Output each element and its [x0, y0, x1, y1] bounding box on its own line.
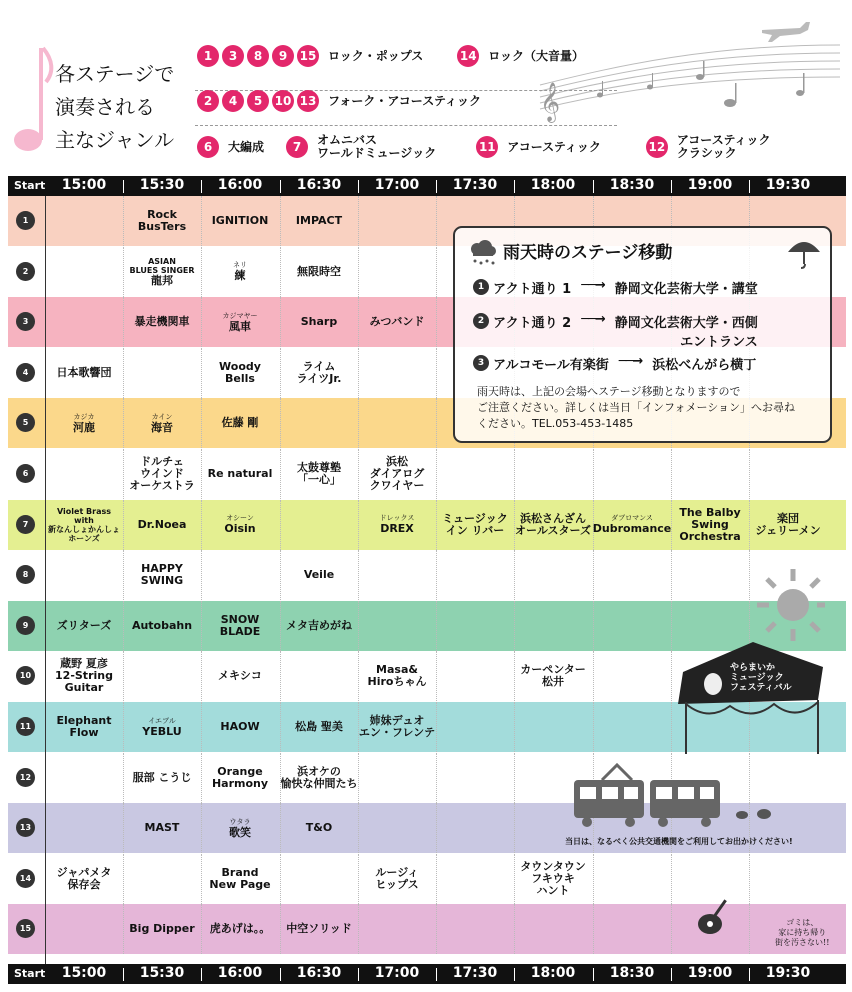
- performer-name: T&O: [305, 821, 333, 835]
- performer-name: 太鼓尊塾 「一心」: [297, 461, 341, 486]
- performer-ruby: イエブル: [148, 716, 176, 725]
- genre-label: アコースティック クラシック: [676, 133, 771, 160]
- rain-move-item: [473, 278, 758, 297]
- stage-number-badge: 10: [16, 666, 35, 685]
- time-label: 19:00: [687, 965, 733, 981]
- performer-cell: [201, 904, 279, 954]
- performer-name: YEBLU: [142, 724, 182, 738]
- performer-cell: [749, 500, 827, 550]
- time-header: [8, 964, 846, 984]
- grid-line: [749, 550, 750, 600]
- genre-label: オムニバス ワールドミュージック: [317, 133, 437, 160]
- grid-line: [593, 550, 594, 600]
- rain-to: 浜松べんがら横丁: [652, 358, 757, 373]
- legend-title: [55, 58, 195, 157]
- stage-number-badge: 13: [16, 818, 35, 837]
- performer-name: ミュージック イン リバー: [442, 511, 508, 537]
- grid-line: [436, 247, 437, 297]
- transit-note: 当日は、なるべく公共交通機関をご利用してお出かけください!: [565, 837, 793, 846]
- performer-cell: [358, 297, 436, 347]
- performer-name: IMPACT: [295, 214, 343, 227]
- time-label: 19:30: [765, 965, 811, 981]
- performer-name: Masa& Hiroちゃん: [367, 663, 427, 689]
- stage-number-badge: 12: [16, 768, 35, 787]
- performer-cell: [123, 753, 201, 803]
- trash-note: ゴミは、 家に持ち帰り 街を汚さない!!: [775, 918, 830, 947]
- performer-name: Dubromance: [592, 522, 672, 536]
- rain-cloud-icon: [467, 240, 497, 266]
- grid-line: [436, 601, 437, 651]
- time-separator: [514, 180, 515, 193]
- performer-cell: [123, 601, 201, 651]
- performer-name: カーペンター 松井: [520, 663, 586, 689]
- performer-name: 浜松 ダイアログ クワイヤー: [369, 455, 425, 492]
- performer-cell: [280, 297, 358, 347]
- stage-row: [8, 500, 846, 550]
- performer-cell: [123, 803, 201, 853]
- performer-cell: [45, 601, 123, 651]
- time-separator: [671, 968, 672, 981]
- performer-cell: [201, 449, 279, 499]
- time-label: 18:30: [609, 965, 655, 981]
- stage-number-badge: 5: [247, 90, 269, 112]
- grid-line: [123, 348, 124, 398]
- performer-cell: [514, 854, 592, 904]
- stage-number-badge: 10: [272, 90, 294, 112]
- grid-line: [358, 550, 359, 600]
- grid-line: [123, 651, 124, 701]
- music-note-icon: [8, 40, 56, 160]
- stage-number-badge: 4: [222, 90, 244, 112]
- time-label: 15:00: [61, 177, 107, 193]
- stage-number-badge: 14: [16, 869, 35, 888]
- performer-name: 松島 聖美: [295, 720, 343, 733]
- grid-line: [280, 500, 281, 550]
- time-separator: [593, 968, 594, 981]
- stage-number-badge: 8: [247, 45, 269, 67]
- legend-title-line: 各ステージで: [55, 62, 175, 86]
- genre-label: フォーク・アコースティック: [328, 93, 482, 108]
- time-label: 16:00: [217, 177, 263, 193]
- performer-cell: [280, 449, 358, 499]
- time-separator: [436, 180, 437, 193]
- performer-name: HAOW: [220, 720, 260, 733]
- grid-line: [358, 601, 359, 651]
- grid-line: [436, 348, 437, 398]
- stage-number-badge: 9: [272, 45, 294, 67]
- performer-name: Brand New Page: [209, 865, 271, 891]
- stage-number-badge: 3: [222, 45, 244, 67]
- performer-cell: [123, 702, 201, 752]
- grid-line: [593, 854, 594, 904]
- time-separator: [749, 968, 750, 981]
- time-separator: [514, 968, 515, 981]
- performer-ruby: カイン: [151, 412, 173, 421]
- time-separator: [123, 180, 124, 193]
- performer-cell: [201, 348, 279, 398]
- performer-cell: [201, 651, 279, 701]
- time-label: 15:30: [139, 177, 185, 193]
- performer-cell: [201, 702, 279, 752]
- grid-line: [436, 651, 437, 701]
- performer-name: ジャパメタ 保存会: [56, 865, 112, 891]
- time-separator: [280, 180, 281, 193]
- grid-line: [358, 803, 359, 853]
- performer-name: ズリターズ: [56, 618, 112, 632]
- festival-tent-icon: [668, 642, 833, 757]
- performer-cell: [45, 651, 123, 701]
- performer-cell: [201, 398, 279, 448]
- grid-line: [436, 196, 437, 246]
- performer-cell: [201, 854, 279, 904]
- performer-name: Orange Harmony: [211, 764, 269, 790]
- performer-name: 歌笑: [229, 825, 251, 839]
- time-label: 15:00: [61, 965, 107, 981]
- performer-name: Re natural: [207, 467, 273, 480]
- time-label: 18:00: [530, 177, 576, 193]
- performer-name: HAPPY SWING: [140, 562, 184, 588]
- stage-number-badge: 2: [197, 90, 219, 112]
- start-line: [45, 196, 46, 964]
- time-label: 18:30: [609, 177, 655, 193]
- performer-name: 浜オケの 愉快な仲間たち: [280, 764, 358, 790]
- grid-line: [593, 601, 594, 651]
- performer-cell: [45, 348, 123, 398]
- rain-info-box: [453, 226, 832, 443]
- genre-label: ロック（大音量）: [488, 48, 585, 63]
- performer-cell: [280, 550, 358, 600]
- stage-row: [8, 449, 846, 499]
- time-separator: [436, 968, 437, 981]
- grid-line: [358, 904, 359, 954]
- performer-name: Elephant Flow: [56, 714, 112, 739]
- stage-number-badge: 1: [197, 45, 219, 67]
- rain-to: 静岡文化芸術大学・講堂: [614, 282, 758, 297]
- performer-cell: [123, 247, 201, 297]
- time-label: 19:30: [765, 177, 811, 193]
- arrow-icon: ──→: [618, 354, 643, 369]
- grid-line: [671, 449, 672, 499]
- time-separator: [358, 180, 359, 193]
- performer-cell: [201, 601, 279, 651]
- performer-name: Woody Bells: [219, 359, 261, 385]
- performer-cell: [123, 398, 201, 448]
- umbrella-icon: [786, 236, 822, 270]
- performer-cell: [123, 449, 201, 499]
- stage-number-badge: 5: [16, 413, 35, 432]
- rain-from: アクト通り 1: [493, 282, 572, 297]
- legend-title-line: 主なジャンル: [55, 128, 175, 152]
- performer-name: 龍邦: [151, 273, 173, 287]
- grid-line: [671, 854, 672, 904]
- grid-line: [123, 854, 124, 904]
- grid-line: [436, 297, 437, 347]
- time-label: 19:00: [687, 177, 733, 193]
- stage-number-badge: 8: [16, 565, 35, 584]
- rain-move-item: [473, 354, 756, 373]
- time-label: 16:30: [296, 177, 342, 193]
- time-separator: [201, 180, 202, 193]
- stage-number-badge: 6: [197, 136, 219, 158]
- train-icon: [572, 760, 772, 830]
- performer-cell: [45, 702, 123, 752]
- performer-cell: [123, 297, 201, 347]
- performer-name: Rock BusTers: [137, 208, 187, 233]
- performer-cell: [201, 247, 279, 297]
- time-separator: [749, 180, 750, 193]
- performer-cell: [123, 500, 201, 550]
- grid-line: [358, 753, 359, 803]
- performer-name: メキシコ: [218, 669, 262, 683]
- performer-ruby: ウタラ: [229, 817, 251, 826]
- rain-from: アルコモール有楽街: [493, 358, 609, 373]
- performer-cell: [123, 196, 201, 246]
- grid-line: [201, 550, 202, 600]
- stage-number-badge: 7: [286, 136, 308, 158]
- performer-name: 無限時空: [297, 264, 341, 278]
- legend-title-line: 演奏される: [55, 95, 155, 119]
- start-label: Start: [14, 179, 46, 192]
- performer-cell: [436, 500, 514, 550]
- performer-name: SNOW BLADE: [219, 612, 261, 638]
- stage-number-badge: 2: [473, 313, 489, 329]
- time-label: 17:30: [452, 177, 498, 193]
- performer-cell: [358, 702, 436, 752]
- performer-cell: [201, 753, 279, 803]
- time-label: 17:00: [374, 177, 420, 193]
- performer-cell: [358, 500, 436, 550]
- grid-line: [593, 702, 594, 752]
- performer-name: Autobahn: [131, 618, 193, 632]
- performer-cell: [593, 500, 671, 550]
- svg-text:やらまいかミュージックフェスティバル: やらまいかミュージックフェスティバル: [730, 663, 792, 693]
- performer-name: 河鹿: [73, 420, 95, 434]
- arrow-icon: ──→: [581, 312, 605, 327]
- performer-name: Big Dipper: [129, 922, 195, 936]
- time-separator: [671, 180, 672, 193]
- performer-cell: [123, 904, 201, 954]
- grid-line: [514, 550, 515, 600]
- start-label: Start: [14, 967, 46, 980]
- genre-label: 大編成: [228, 139, 265, 154]
- stage-number-badge: 4: [16, 363, 35, 382]
- grid-line: [749, 854, 750, 904]
- grid-line: [436, 904, 437, 954]
- performer-cell: [514, 500, 592, 550]
- legend-row: [197, 90, 509, 112]
- performer-name: Sharp: [300, 315, 338, 329]
- grid-line: [436, 702, 437, 752]
- performer-name: 日本歌響団: [56, 365, 112, 379]
- performer-cell: [358, 449, 436, 499]
- performer-cell: [280, 601, 358, 651]
- performer-name: Veile: [303, 568, 335, 582]
- performer-ruby: ドレックス: [379, 514, 415, 523]
- performer-cell: [280, 247, 358, 297]
- performer-name: 蔵野 夏彦 12-String Guitar: [55, 657, 113, 695]
- performer-name: IGNITION: [211, 214, 269, 227]
- performer-name: メタ吉めがね: [286, 618, 352, 632]
- guitar-icon: [694, 890, 742, 940]
- genre-label: アコースティック: [507, 139, 601, 154]
- grid-line: [280, 854, 281, 904]
- stage-number-badge: 3: [473, 355, 489, 371]
- legend-row: [197, 45, 612, 67]
- performer-name: 楽団 ジェリーメン: [755, 511, 821, 537]
- grid-line: [280, 398, 281, 448]
- stage-number-badge: 15: [16, 919, 35, 938]
- grid-line: [436, 398, 437, 448]
- grid-line: [749, 449, 750, 499]
- arrow-icon: ──→: [581, 278, 605, 293]
- time-label: 17:30: [452, 965, 498, 981]
- performer-ruby: オシーン: [226, 514, 254, 523]
- stage-number-badge: 11: [476, 136, 498, 158]
- grid-line: [436, 449, 437, 499]
- grid-line: [280, 651, 281, 701]
- performer-cell: [45, 500, 123, 550]
- grid-line: [358, 196, 359, 246]
- stage-number-badge: 15: [297, 45, 319, 67]
- performer-name: 暴走機関車: [134, 315, 190, 329]
- grid-line: [436, 753, 437, 803]
- performer-name: 中空ソリッド: [286, 922, 352, 936]
- performer-name: 浜松さんざん オールスターズ: [515, 511, 591, 537]
- performer-name: The Balby Swing Orchestra: [679, 505, 741, 543]
- stage-row: [8, 550, 846, 600]
- grid-line: [593, 904, 594, 954]
- performer-name: Oisin: [224, 522, 256, 536]
- svg-text:𝄞: 𝄞: [540, 82, 561, 122]
- performer-cell: [201, 297, 279, 347]
- time-label: 18:00: [530, 965, 576, 981]
- stage-number-badge: 1: [473, 279, 489, 295]
- grid-line: [514, 904, 515, 954]
- genre-label: ロック・ポップス: [328, 48, 424, 63]
- time-label: 17:00: [374, 965, 420, 981]
- performer-name: 風車: [229, 319, 251, 333]
- stage-number-badge: 2: [16, 262, 35, 281]
- performer-cell: [45, 398, 123, 448]
- music-staff-decoration: [530, 15, 850, 125]
- grid-line: [671, 550, 672, 600]
- performer-cell: [45, 854, 123, 904]
- grid-line: [436, 550, 437, 600]
- grid-line: [514, 601, 515, 651]
- performer-cell: [358, 651, 436, 701]
- grid-line: [671, 904, 672, 954]
- grid-line: [358, 398, 359, 448]
- performer-name: 海音: [151, 420, 173, 434]
- stage-number-badge: 13: [297, 90, 319, 112]
- performer-cell: [671, 500, 749, 550]
- performer-cell: [280, 196, 358, 246]
- performer-name: ルージィ ヒップス: [375, 865, 419, 891]
- performer-cell: [280, 803, 358, 853]
- performer-name: ライム ライツJr.: [296, 359, 342, 385]
- performer-ruby: カジカ: [73, 412, 95, 421]
- grid-line: [358, 247, 359, 297]
- performer-name: Dr.Noea: [137, 517, 187, 531]
- rain-to: 静岡文化芸術大学・西側 エントランス: [614, 316, 758, 350]
- performer-subtitle: ASIAN BLUES SINGER: [129, 256, 195, 275]
- grid-line: [358, 348, 359, 398]
- legend-row: [197, 134, 771, 160]
- time-separator: [280, 968, 281, 981]
- performer-cell: [201, 803, 279, 853]
- performer-ruby: カジマヤー: [222, 311, 258, 320]
- performer-cell: [123, 550, 201, 600]
- stage-number-badge: 12: [646, 136, 668, 158]
- performer-name: MAST: [144, 821, 180, 835]
- performer-name: ドルチェ ウインド オーケストラ: [129, 455, 195, 492]
- grid-line: [436, 803, 437, 853]
- performer-name: 練: [234, 269, 246, 283]
- performer-name: 虎あげは。。: [209, 922, 271, 936]
- time-header: [8, 176, 846, 196]
- sun-icon: [755, 567, 825, 642]
- rain-title: 雨天時のステージ移動: [503, 243, 673, 263]
- grid-line: [514, 753, 515, 803]
- rain-from: アクト通り 2: [493, 316, 572, 331]
- time-label: 16:30: [296, 965, 342, 981]
- performer-cell: [201, 196, 279, 246]
- performer-cell: [280, 753, 358, 803]
- grid-line: [514, 449, 515, 499]
- grid-line: [593, 651, 594, 701]
- stage-number-badge: 14: [457, 45, 479, 67]
- grid-line: [593, 449, 594, 499]
- performer-name: タウンタウン フキウキ ハント: [520, 859, 586, 897]
- performer-name: 服部 こうじ: [132, 770, 192, 784]
- performer-subtitle: Violet Brass with 新なんしょかんしょ ホーンズ: [48, 506, 120, 543]
- rain-move-item: [473, 312, 758, 350]
- rain-note: 雨天時は、上記の会場へステージ移動となりますので ご注意ください。詳しくは当日「インフォメーション」へお尋ね ください。TEL.053-453-1485: [477, 385, 796, 430]
- stage-number-badge: 1: [16, 211, 35, 230]
- time-label: 16:00: [217, 965, 263, 981]
- stage-number-badge: 11: [16, 717, 35, 736]
- grid-line: [749, 904, 750, 954]
- stage-number-badge: 9: [16, 616, 35, 635]
- stage-number-badge: 3: [16, 312, 35, 331]
- performer-ruby: ネリ: [233, 261, 247, 270]
- grid-line: [514, 702, 515, 752]
- time-separator: [123, 968, 124, 981]
- performer-name: みつバンド: [369, 315, 425, 329]
- time-separator: [201, 968, 202, 981]
- performer-cell: [280, 904, 358, 954]
- performer-cell: [358, 854, 436, 904]
- performer-name: 姉妹デュオ エン・フレンテ: [358, 714, 436, 739]
- performer-ruby: ダブロマンス: [611, 514, 653, 523]
- time-label: 15:30: [139, 965, 185, 981]
- performer-cell: [514, 651, 592, 701]
- grid-line: [514, 803, 515, 853]
- performer-cell: [201, 500, 279, 550]
- stage-number-badge: 6: [16, 464, 35, 483]
- performer-name: DREX: [380, 522, 414, 536]
- performer-cell: [280, 348, 358, 398]
- performer-name: 佐藤 剛: [221, 416, 259, 430]
- time-separator: [593, 180, 594, 193]
- grid-line: [436, 854, 437, 904]
- stage-number-badge: 7: [16, 515, 35, 534]
- performer-cell: [280, 702, 358, 752]
- time-separator: [358, 968, 359, 981]
